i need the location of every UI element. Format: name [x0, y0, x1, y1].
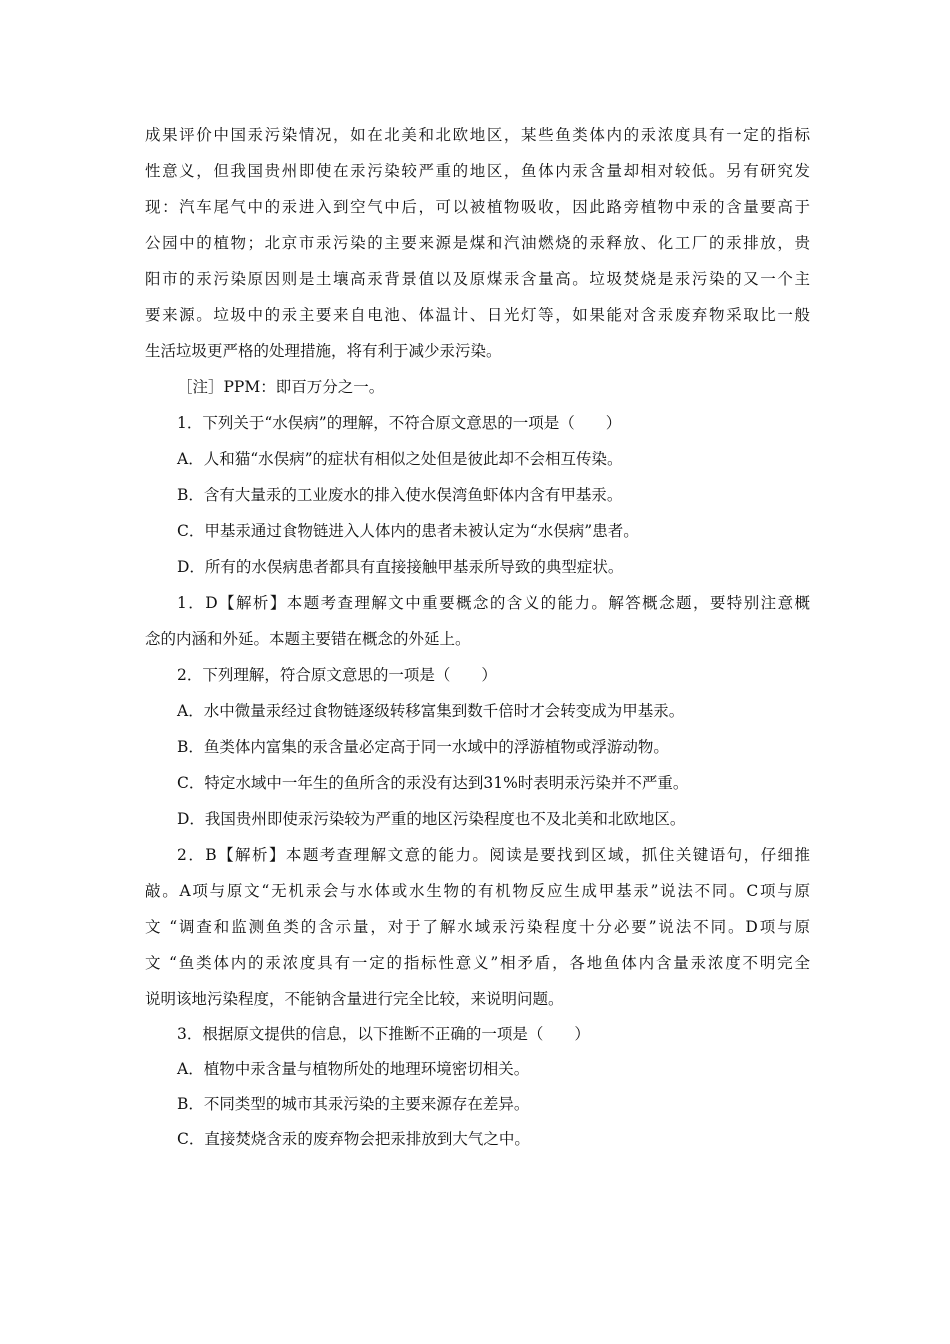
- document-body: [145, 117, 810, 1157]
- question-stem: 3．根据原文提供的信息，以下推断不正确的一项是（ ）: [177, 1025, 590, 1043]
- answer-analysis: [145, 837, 810, 1017]
- passage-line: 生活垃圾更严格的处理措施，将有利于减少汞污染。: [145, 342, 502, 360]
- analysis-line: 敲。A项与原文“无机汞会与水体或水生物的有机物反应生成甲基汞”说法不同。C项与原: [145, 882, 810, 900]
- analysis-line: 念的内涵和外延。本题主要错在概念的外延上。: [145, 630, 471, 648]
- footnote: ［注］PPM：即百万分之一。: [177, 378, 385, 396]
- passage-line: 要来源。垃圾中的汞主要来自电池、体温计、日光灯等，如果能对含汞废弃物采取比一般: [145, 306, 810, 324]
- analysis-line: 文 “鱼类体内的汞浓度具有一定的指标性意义”相矛盾，各地鱼体内含量汞浓度不明完全: [145, 954, 810, 972]
- option-b: B．含有大量汞的工业废水的排入使水俣湾鱼虾体内含有甲基汞。: [177, 486, 623, 504]
- passage-line: 现：汽车尾气中的汞进入到空气中后，可以被植物吸收，因此路旁植物中汞的含量要高于: [145, 198, 810, 216]
- passage-paragraph: [145, 117, 810, 369]
- answer-analysis: [145, 585, 810, 657]
- option-c: C．特定水域中一年生的鱼所含的汞没有达到31%时表明汞污染并不严重。: [177, 774, 689, 792]
- option-d: D．我国贵州即使汞污染较为严重的地区污染程度也不及北美和北欧地区。: [177, 810, 686, 828]
- option-c: C．甲基汞通过食物链进入人体内的患者未被认定为“水俣病”患者。: [177, 522, 639, 540]
- question-1: [145, 405, 810, 657]
- analysis-line: 2．B【解析】本题考查理解文意的能力。阅读是要找到区域，抓住关键语句，仔细推: [177, 846, 810, 864]
- option-d: D．所有的水俣病患者都具有直接接触甲基汞所导致的典型症状。: [177, 558, 624, 576]
- passage-line: 成果评价中国汞污染情况，如在北美和北欧地区，某些鱼类体内的汞浓度具有一定的指标: [145, 126, 810, 144]
- analysis-line: 1．D【解析】本题考查理解文中重要概念的含义的能力。解答概念题，要特别注意概: [177, 594, 810, 612]
- option-a: A．植物中汞含量与植物所处的地理环境密切相关。: [177, 1060, 530, 1078]
- option-b: B．鱼类体内富集的汞含量必定高于同一水域中的浮游植物或浮游动物。: [177, 738, 669, 756]
- option-a: A．水中微量汞经过食物链逐级转移富集到数千倍时才会转变成为甲基汞。: [177, 702, 685, 720]
- option-c: C．直接焚烧含汞的废弃物会把汞排放到大气之中。: [177, 1130, 530, 1148]
- question-stem: 1．下列关于“水俣病”的理解，不符合原文意思的一项是（ ）: [177, 414, 622, 432]
- passage-line: 公园中的植物；北京市汞污染的主要来源是煤和汽油燃烧的汞释放、化工厂的汞排放，贵: [145, 234, 810, 252]
- analysis-line: 说明该地污染程度，不能钠含量进行完全比较，来说明问题。: [145, 990, 564, 1008]
- question-stem: 2．下列理解，符合原文意思的一项是（ ）: [177, 666, 497, 684]
- question-2: [145, 657, 810, 1017]
- option-b: B．不同类型的城市其汞污染的主要来源存在差异。: [177, 1095, 530, 1113]
- question-3: [145, 1017, 810, 1157]
- analysis-line: 文 “调查和监测鱼类的含示量，对于了解水域汞污染程度十分必要”说法不同。D项与原: [145, 918, 810, 936]
- option-a: A．人和猫“水俣病”的症状有相似之处但是彼此却不会相互传染。: [177, 450, 623, 468]
- passage-line: 性意义，但我国贵州即使在汞污染较严重的地区，鱼体内汞含量却相对较低。另有研究发: [145, 162, 810, 180]
- passage-line: 阳市的汞污染原因则是土壤高汞背景值以及原煤汞含量高。垃圾焚烧是汞污染的又一个主: [145, 270, 810, 288]
